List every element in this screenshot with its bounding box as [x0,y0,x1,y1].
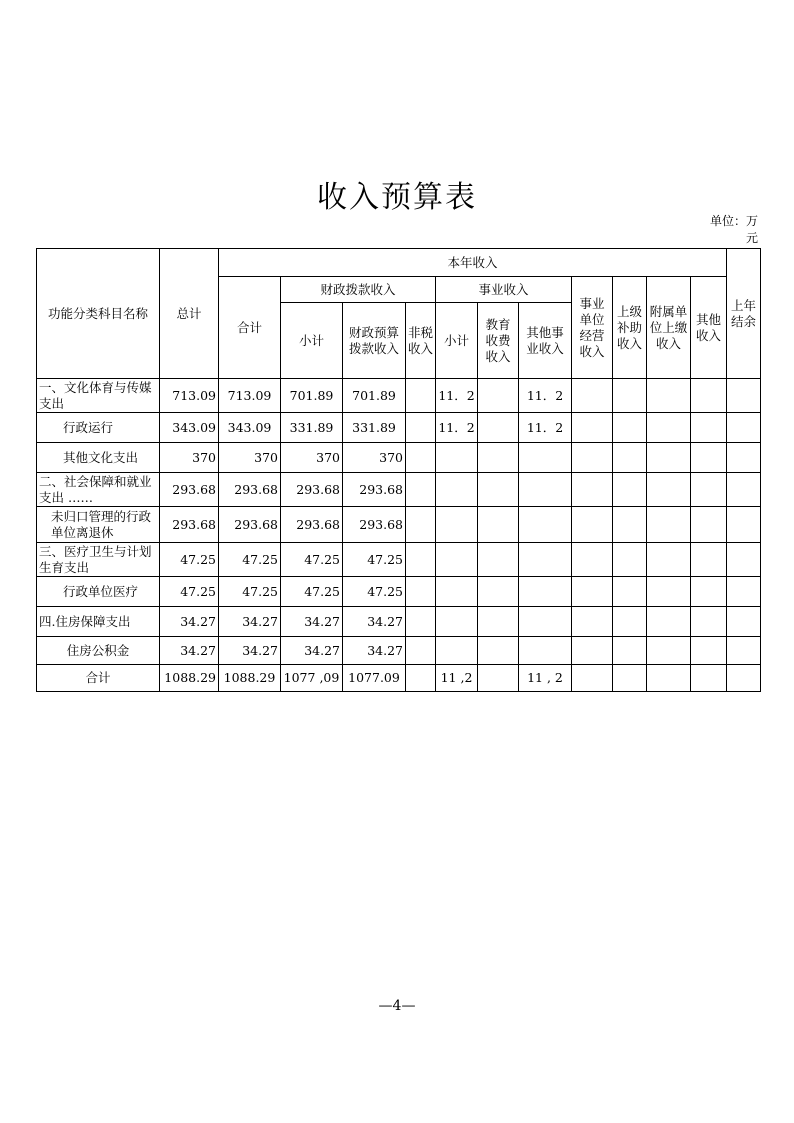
cell-fiscal-total: 47.25 [219,577,281,607]
cell-total: 47.25 [160,577,219,607]
cell-total: 293.68 [160,473,219,507]
cell-fiscal-total: 34.27 [219,607,281,637]
income-budget-table [36,248,761,692]
cell-fiscal-budget: 47.25 [343,543,406,577]
cell-other [691,379,727,413]
row-name: 住房公积金 [37,637,160,665]
row-name: 未归口管理的行政单位离退休 [37,507,160,543]
cell-fiscal-subtotal: 47.25 [281,543,343,577]
cell-other [691,473,727,507]
header-fiscal-grant-income: 财政拨款收入 [281,277,436,303]
cell-total: 370 [160,443,219,473]
cell-other-biz [519,473,572,507]
cell-non-tax [406,577,436,607]
header-category: 功能分类科目名称 [37,249,160,379]
cell-non-tax [406,443,436,473]
cell-fiscal-budget: 293.68 [343,507,406,543]
cell-other-biz: 11．2 [519,413,572,443]
cell-last-year [727,665,761,692]
cell-superior [613,507,647,543]
cell-fiscal-subtotal: 370 [281,443,343,473]
row-name: 一、文化体育与传媒支出 [37,379,160,413]
header-fiscal-budget-grant: 财政预算拨款收入 [343,303,406,379]
cell-last-year [727,607,761,637]
header-business-subtotal: 小计 [436,303,478,379]
cell-affiliated [647,507,691,543]
header-superior-subsidy: 上级补助收入 [613,277,647,379]
cell-affiliated [647,637,691,665]
cell-non-tax [406,379,436,413]
cell-non-tax [406,413,436,443]
table-row [37,607,761,637]
cell-fiscal-budget: 331.89 [343,413,406,443]
cell-biz-subtotal: 11．2 [436,413,478,443]
cell-biz-operating [572,665,613,692]
cell-fiscal-total: 343.09 [219,413,281,443]
cell-fiscal-total: 293.68 [219,473,281,507]
cell-edu-fee [478,443,519,473]
table-row [37,413,761,443]
cell-fiscal-budget: 34.27 [343,607,406,637]
table-row [37,637,761,665]
cell-biz-operating [572,543,613,577]
cell-affiliated [647,665,691,692]
header-education-fee: 教育收费收入 [478,303,519,379]
cell-edu-fee [478,413,519,443]
cell-total: 34.27 [160,637,219,665]
cell-fiscal-total: 47.25 [219,543,281,577]
cell-fiscal-subtotal: 701.89 [281,379,343,413]
cell-total: 1088.29 [160,665,219,692]
cell-affiliated [647,543,691,577]
cell-biz-operating [572,577,613,607]
cell-fiscal-total: 1088.29 [219,665,281,692]
row-name: 合计 [37,665,160,692]
header-non-tax-income: 非税收入 [406,303,436,379]
cell-affiliated [647,379,691,413]
cell-other-biz [519,507,572,543]
cell-last-year [727,379,761,413]
header-fiscal-total: 合计 [219,277,281,379]
cell-edu-fee [478,607,519,637]
cell-fiscal-budget: 370 [343,443,406,473]
header-other-income: 其他收入 [691,277,727,379]
cell-biz-operating [572,443,613,473]
cell-biz-subtotal [436,473,478,507]
cell-superior [613,443,647,473]
cell-edu-fee [478,473,519,507]
table-row [37,443,761,473]
cell-total: 34.27 [160,607,219,637]
cell-fiscal-total: 293.68 [219,507,281,543]
cell-other [691,507,727,543]
header-current-year-income: 本年收入 [219,249,727,277]
cell-edu-fee [478,665,519,692]
cell-affiliated [647,413,691,443]
row-name: 四.住房保障支出 [37,607,160,637]
cell-biz-subtotal: 11．2 [436,379,478,413]
cell-biz-subtotal [436,607,478,637]
cell-other-biz [519,607,572,637]
cell-fiscal-budget: 701.89 [343,379,406,413]
cell-total: 343.09 [160,413,219,443]
cell-affiliated [647,607,691,637]
cell-biz-operating [572,413,613,443]
row-name: 行政单位医疗 [37,577,160,607]
cell-fiscal-subtotal: 1077 ,09 [281,665,343,692]
table-row [37,379,761,413]
header-fiscal-subtotal: 小计 [281,303,343,379]
cell-non-tax [406,473,436,507]
cell-biz-operating [572,379,613,413]
table-row [37,543,761,577]
cell-fiscal-budget: 47.25 [343,577,406,607]
cell-total: 293.68 [160,507,219,543]
cell-superior [613,607,647,637]
header-other-business: 其他事业收入 [519,303,572,379]
cell-biz-operating [572,507,613,543]
cell-other-biz [519,443,572,473]
cell-superior [613,543,647,577]
cell-other-biz [519,543,572,577]
cell-biz-subtotal [436,637,478,665]
header-total: 总计 [160,249,219,379]
cell-other-biz [519,637,572,665]
cell-other-biz: 11．2 [519,379,572,413]
cell-total: 47.25 [160,543,219,577]
cell-fiscal-subtotal: 331.89 [281,413,343,443]
page-title: 收入预算表 [317,180,477,215]
cell-fiscal-budget: 1077.09 [343,665,406,692]
row-name: 其他文化支出 [37,443,160,473]
cell-superior [613,413,647,443]
cell-fiscal-budget: 34.27 [343,637,406,665]
cell-biz-subtotal [436,543,478,577]
cell-superior [613,637,647,665]
cell-fiscal-subtotal: 47.25 [281,577,343,607]
table-row [37,473,761,507]
row-name: 二、社会保障和就业支出 …… [37,473,160,507]
cell-last-year [727,413,761,443]
cell-biz-operating [572,637,613,665]
cell-superior [613,473,647,507]
cell-fiscal-subtotal: 293.68 [281,473,343,507]
cell-non-tax [406,543,436,577]
cell-edu-fee [478,543,519,577]
cell-other [691,577,727,607]
row-name: 三、医疗卫生与计划生育支出 [37,543,160,577]
cell-last-year [727,507,761,543]
table-row [37,577,761,607]
cell-edu-fee [478,637,519,665]
cell-non-tax [406,665,436,692]
header-business-operating: 事业单位经营收入 [572,277,613,379]
cell-other [691,543,727,577]
cell-superior [613,665,647,692]
cell-biz-subtotal [436,507,478,543]
cell-affiliated [647,443,691,473]
cell-total: 713.09 [160,379,219,413]
cell-biz-subtotal [436,443,478,473]
cell-superior [613,577,647,607]
unit-label: 单位：万元 [709,214,758,245]
cell-other [691,413,727,443]
cell-biz-operating [572,607,613,637]
cell-fiscal-budget: 293.68 [343,473,406,507]
cell-non-tax [406,637,436,665]
cell-edu-fee [478,507,519,543]
cell-biz-subtotal [436,577,478,607]
cell-last-year [727,543,761,577]
cell-other [691,637,727,665]
cell-last-year [727,473,761,507]
cell-fiscal-total: 34.27 [219,637,281,665]
cell-other [691,443,727,473]
cell-biz-subtotal: 11 ,2 [436,665,478,692]
cell-affiliated [647,577,691,607]
cell-biz-operating [572,473,613,507]
cell-fiscal-subtotal: 34.27 [281,637,343,665]
cell-other-biz: 11 , 2 [519,665,572,692]
header-affiliated-remit: 附属单位上缴收入 [647,277,691,379]
table-row-total [37,665,761,692]
cell-edu-fee [478,379,519,413]
cell-fiscal-subtotal: 34.27 [281,607,343,637]
cell-other [691,665,727,692]
cell-fiscal-subtotal: 293.68 [281,507,343,543]
cell-fiscal-total: 370 [219,443,281,473]
cell-last-year [727,637,761,665]
cell-superior [613,379,647,413]
row-name: 行政运行 [37,413,160,443]
cell-other [691,607,727,637]
cell-edu-fee [478,577,519,607]
cell-affiliated [647,473,691,507]
cell-last-year [727,577,761,607]
cell-last-year [727,443,761,473]
cell-fiscal-total: 713.09 [219,379,281,413]
header-business-income: 事业收入 [436,277,572,303]
page-number: —4— [378,998,416,1014]
cell-other-biz [519,577,572,607]
table-row [37,507,761,543]
cell-non-tax [406,507,436,543]
cell-non-tax [406,607,436,637]
header-last-year-balance: 上年结余 [727,249,761,379]
